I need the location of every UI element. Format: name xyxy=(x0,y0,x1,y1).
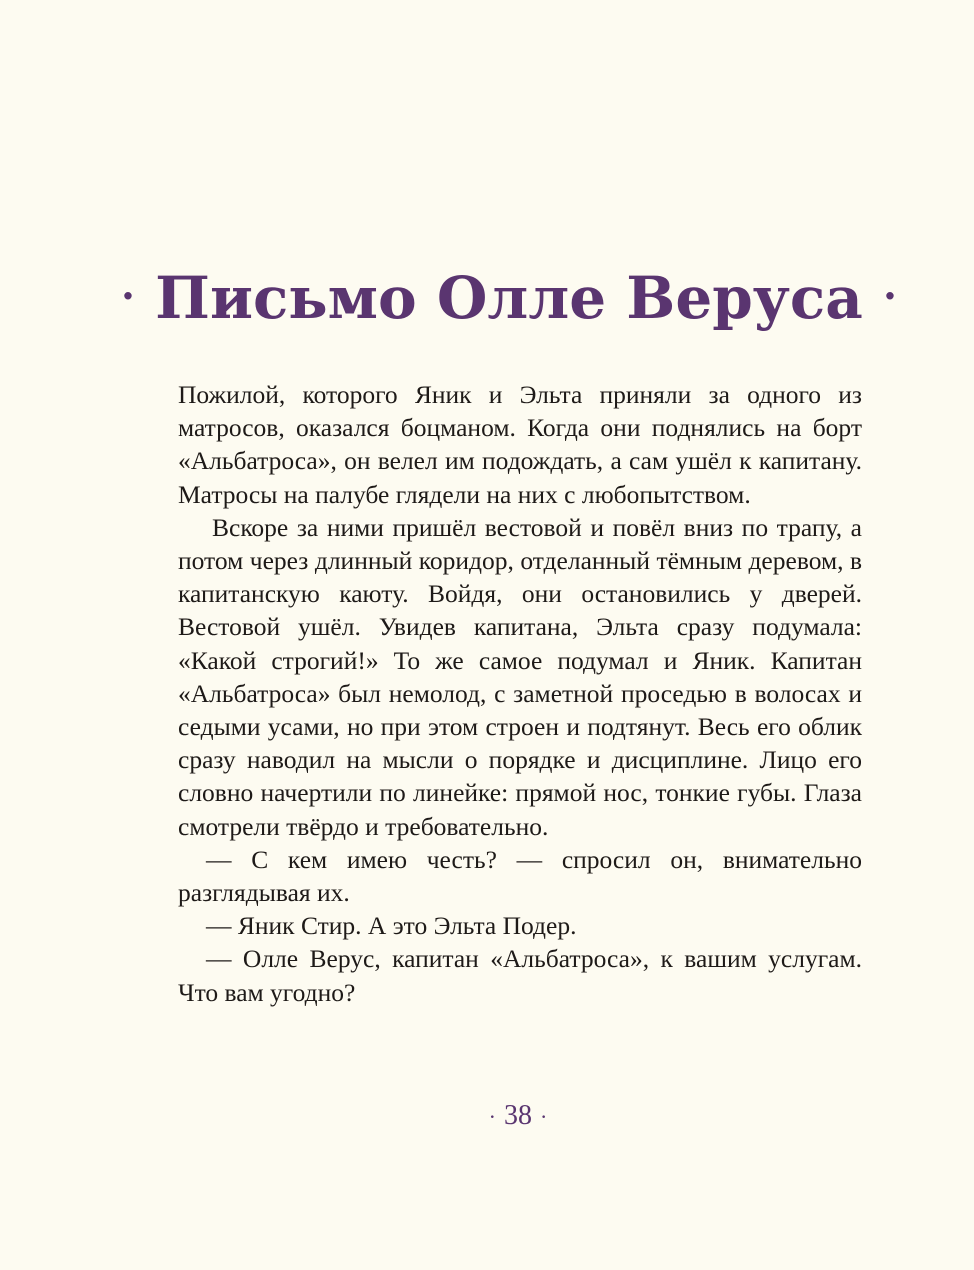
title-ornament-left: · xyxy=(121,273,135,320)
dialog-line: — Яник Стир. А это Эльта Подер. xyxy=(206,911,577,941)
paragraph: Вскоре за ними пришёл вестовой и повёл вниз по трапу, а потом через длинный коридор, отделанный тёмным деревом, в капитанскую каюту. Войдя, они остановились у дверей. Вестовой ушёл. Увидев капитана, Эльта сразу подумала: «Какой строгий!» То же самое подумал и Яник. Капитан «Альбатроса» был немолод, с заметной проседью в волосах и седыми усами, но при этом строен и подтянут. Весь его облик сразу наводил на мысли о порядке и дисциплине. Лицо его словно начертили по линейке: прямой нос, тонкие губы. Глаза смотрели твёрдо и требовательно. xyxy=(178,512,862,841)
dialog-line: — Олле Верус, капитан «Альбатроса», к вашим услугам. Что вам угодно? xyxy=(178,944,862,1007)
chapter-title-text: Письмо Олле Веруса xyxy=(155,264,863,332)
page-number-ornament-left: · xyxy=(488,1104,496,1129)
page-number-value: 38 xyxy=(504,1100,532,1131)
title-ornament-right: · xyxy=(883,273,897,320)
page-number-ornament-right: · xyxy=(540,1104,548,1129)
chapter-title xyxy=(0,258,974,343)
dialog-line: — С кем имею честь? — спросил он, внимательно разглядывая их. xyxy=(178,844,862,908)
page-number xyxy=(0,1096,974,1137)
body-text xyxy=(178,378,862,1009)
paragraph: Пожилой, которого Яник и Эльта приняли за одного из матросов, оказался боцманом. Когда они поднялись на борт «Альбатроса», он велел им подождать, а сам ушёл к капитану. Матросы на палубе глядели на них с любопытством. xyxy=(178,380,862,509)
